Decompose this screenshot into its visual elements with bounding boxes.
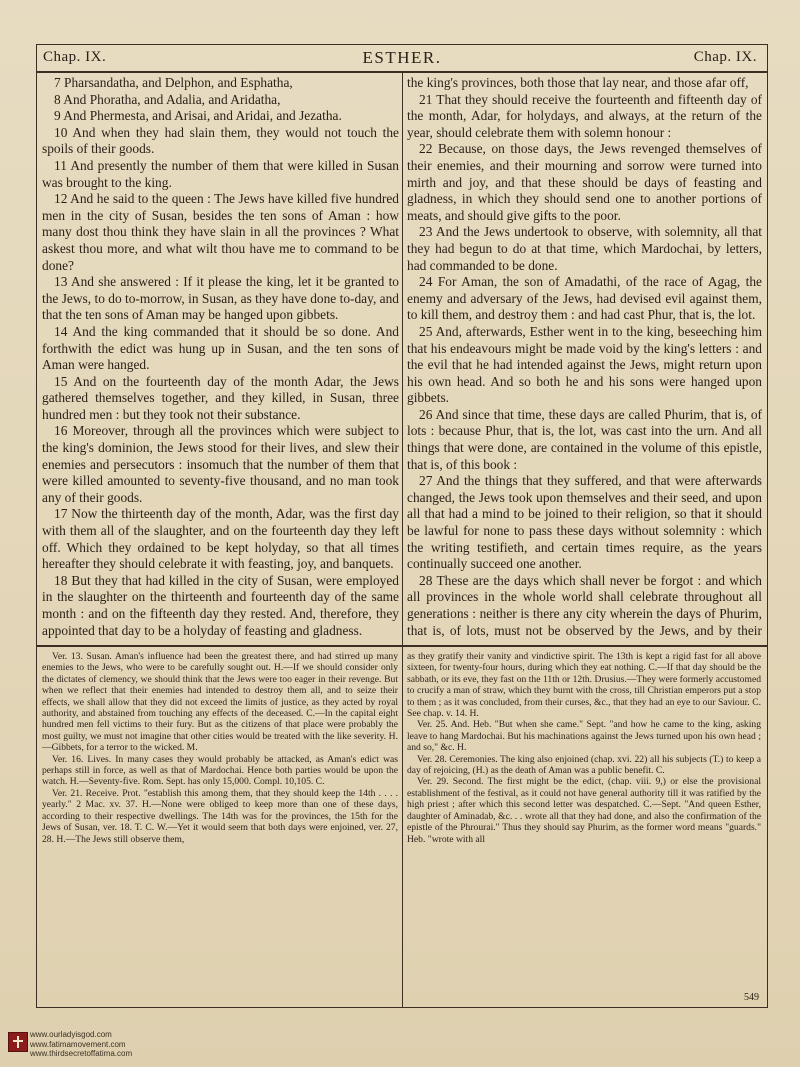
- verse: 28 These are the days which shall never be forgot : and which all provinces in the whole world shall celebrate throughout all generations : neither is there any city wherein the days of Phurim, that is, of lots, must not be observed by the Jews, and by their: [407, 572, 762, 638]
- note: Ver. 13. Susan. Aman's influence had been the greatest there, and had stirred up many enemies to the Jews, who were to be carefully sought out. H.—If we should consider only the dictates of clemency, we should think that the Jews were too eager in their revenge. But when we reflect that their enemies had intended to destroy them all, and to seize their effects, we shall allow that they did not exceed the limits of justice, as they acted by royal authority, and abstained from touching any effects of the deceased. C.—In the capital eight hundred men fell victims to their fury. But as the citizens of that place were probably the most guilty, we must not imagine that other cities would be treated with the like severity. H.—Gibbets, for a terror to the wicked. M.: [42, 651, 398, 754]
- running-header: [37, 45, 767, 73]
- footer-links: [30, 1030, 132, 1059]
- verse: 23 And the Jews undertook to observe, with solemnity, all that they had begun to do at that time, which Mardochai, by letters, had commanded to be done.: [407, 224, 762, 273]
- verse: 21 That they should receive the fourteenth and fifteenth day of the month, Adar, for holydays, and always, at the return of the year, should celebrate them with solemn honour :: [407, 91, 762, 140]
- commentary-right: [407, 651, 761, 1003]
- chapter-label-left: Chap. IX.: [43, 49, 107, 65]
- verse: 9 And Phermesta, and Arisai, and Aridai, and Jezatha.: [54, 108, 342, 124]
- right-text-column: [407, 75, 762, 641]
- page-number: 549: [744, 992, 759, 1003]
- note: Ver. 29. Second. The first might be the edict, (chap. viii. 9,) or else the provisional establishment of the festival, as it could not have general authority till it was ratified by the high priest ; after which this second letter was despatched. C.—Sept. "And queen Esther, daughter of Aminadab, &c. . . wrote all that they had done, and also the confirmation of the epistle of the Phrourai." Thus they should say Phurim, as the former word means "guards." Heb. "wrote with all: [407, 776, 761, 845]
- book-title: ESTHER.: [362, 48, 442, 67]
- note: Ver. 16. Lives. In many cases they would probably be attacked, as Aman's edict was perhaps still in force, as well as that of Mardochai. Hence both parties would be upon the watch. H.—Seventy-five. Rom. Sept. has only 15,000. Compl. 10,105. C.: [42, 753, 398, 788]
- left-text-column: [42, 75, 399, 641]
- verse: 11 And presently the number of them that were killed in Susan was brought to the king.: [42, 157, 399, 190]
- note: as they gratify their vanity and vindictive spirit. The 13th is kept a rigid fast for all above sixteen, for twenty-four hours, during which they eat nothing. C.—If that day should be the sabbath, or its eve, they fast on the 11th or 12th. Drusius.—They were formerly accustomed to crucify a man of straw, which they burnt with the cross, till Christian emperors put a stop to them ; as it was concluded, from their curses, &c., that they had an eye to our Saviour. C. See chap. v. 14. H.: [407, 651, 761, 720]
- verse: 12 And he said to the queen : The Jews have killed five hundred men in the city of Susan, besides the ten sons of Aman : how many dost thou think they have slain in all the provinces ? What askest thou more, and what wilt thou have me to command to be done?: [42, 191, 399, 273]
- verse: 8 And Phoratha, and Adalia, and Aridatha,: [54, 91, 281, 107]
- note: Ver. 25. And. Heb. "But when she came." Sept. "and how he came to the king, asking leave to hang Mardochai. But his machinations against the Jews turned upon his own head ; and so," &c. H.: [407, 719, 761, 754]
- verse: 13 And she answered : If it please the king, let it be granted to the Jews, to do to-morrow, in Susan, as they have done to-day, and that the ten sons of Aman may be hanged upon gibbets.: [42, 274, 399, 323]
- verse: 24 For Aman, the son of Amadathi, of the race of Agag, the enemy and adversary of the Jews, had devised evil against them, to kill them, and destroy them : and had cast Phur, that is, the lot.: [407, 274, 762, 323]
- note: Ver. 21. Receive. Prot. "establish this among them, that they should keep the 14th . . . . yearly." 2 Mac. xv. 37. H.—None were obliged to keep more than one of these days, according to their respective dwellings. The 14th was for the provinces, the 15th for the Jews of Susan, ver. 18. T. C. W.—Yet it would seem that both days were enjoined, ver. 27, 28. H.—The Jews still observe them,: [42, 787, 398, 845]
- footer-link[interactable]: www.thirdsecretoffatima.com: [30, 1049, 133, 1058]
- page-frame: [36, 44, 768, 1008]
- verse: 27 And the things that they suffered, and that were afterwards changed, the Jews took upon themselves and their seed, and upon all that had a mind to be joined to their religion, so that it should be lawful for none to pass these days without solemnity : which the writing testifieth, and certain times require, as the years continually succeed one another.: [407, 473, 762, 572]
- verse-continuation: the king's provinces, both those that lay near, and those afar off,: [407, 75, 749, 90]
- verse: 26 And since that time, these days are called Phurim, that is, of lots : because Phur, that is, the lot, was cast into the urn. And all things that were done, are contained in the volume of this epistle, that is, of this book :: [407, 406, 762, 472]
- verse: [42, 639, 399, 641]
- verse: 18 But they that had killed in the city of Susan, were employed in the slaughter on the thirteenth and fourteenth day of the same month : and on the fifteenth day they rested. And, therefore, they appointed that day to be a holyday of feasting and gladness.: [42, 572, 399, 638]
- verse: 15 And on the fourteenth day of the month Adar, the Jews gathered themselves together, and they killed, in Susan, three hundred men : but they took not their substance.: [42, 373, 399, 422]
- column-divider: [402, 73, 403, 645]
- verse: 17 Now the thirteenth day of the month, Adar, was the first day with them all of the slaughter, and on the fourteenth day they left off. Which they ordained to be kept holyday, so that all times hereafter they should celebrate it with feasting, joy, and banquets.: [42, 506, 399, 572]
- verse: 14 And the king commanded that it should be so done. And forthwith the edict was hung up in Susan, and the ten sons of Aman were hanged.: [42, 323, 399, 373]
- verse: 16 Moreover, through all the provinces which were subject to the king's dominion, the Jews stood for their lives, and slew their enemies and persecutors : insomuch that the number of them that were killed amounted to seventy-five thousand, and no man took any of their goods.: [42, 423, 399, 505]
- footer: [0, 1012, 800, 1067]
- notes-column-divider: [402, 647, 403, 1007]
- cross-logo-icon: [8, 1032, 28, 1052]
- verse: 25 And, afterwards, Esther went in to the king, beseeching him that his endeavours might be made void by the king's letters : and the evil that he had intended against the Jews, might return upon his own head. And so both he and his sons were hanged upon gibbets.: [407, 323, 762, 406]
- footer-link[interactable]: www.fatimamovement.com: [30, 1039, 126, 1049]
- footer-link[interactable]: www.ourladyisgod.com: [30, 1030, 112, 1039]
- note: Ver. 28. Ceremonies. The king also enjoined (chap. xvi. 22) all his subjects (T.) to keep a day of rejoicing, (H.) as the death of Aman was a public benefit. C.: [407, 753, 761, 777]
- verse: 10 And when they had slain them, they would not touch the spoils of their goods.: [42, 124, 399, 157]
- chapter-label-right: Chap. IX.: [693, 49, 757, 65]
- commentary-left: [42, 651, 398, 1003]
- verse: 7 Pharsandatha, and Delphon, and Esphatha,: [54, 75, 293, 90]
- verse: 22 Because, on those days, the Jews revenged themselves of their enemies, and their mourning and sorrow were turned into mirth and joy, and that these should be days of feasting and gladness, in which they should send one to another portions of meats, and should give gifts to the poor.: [407, 141, 762, 223]
